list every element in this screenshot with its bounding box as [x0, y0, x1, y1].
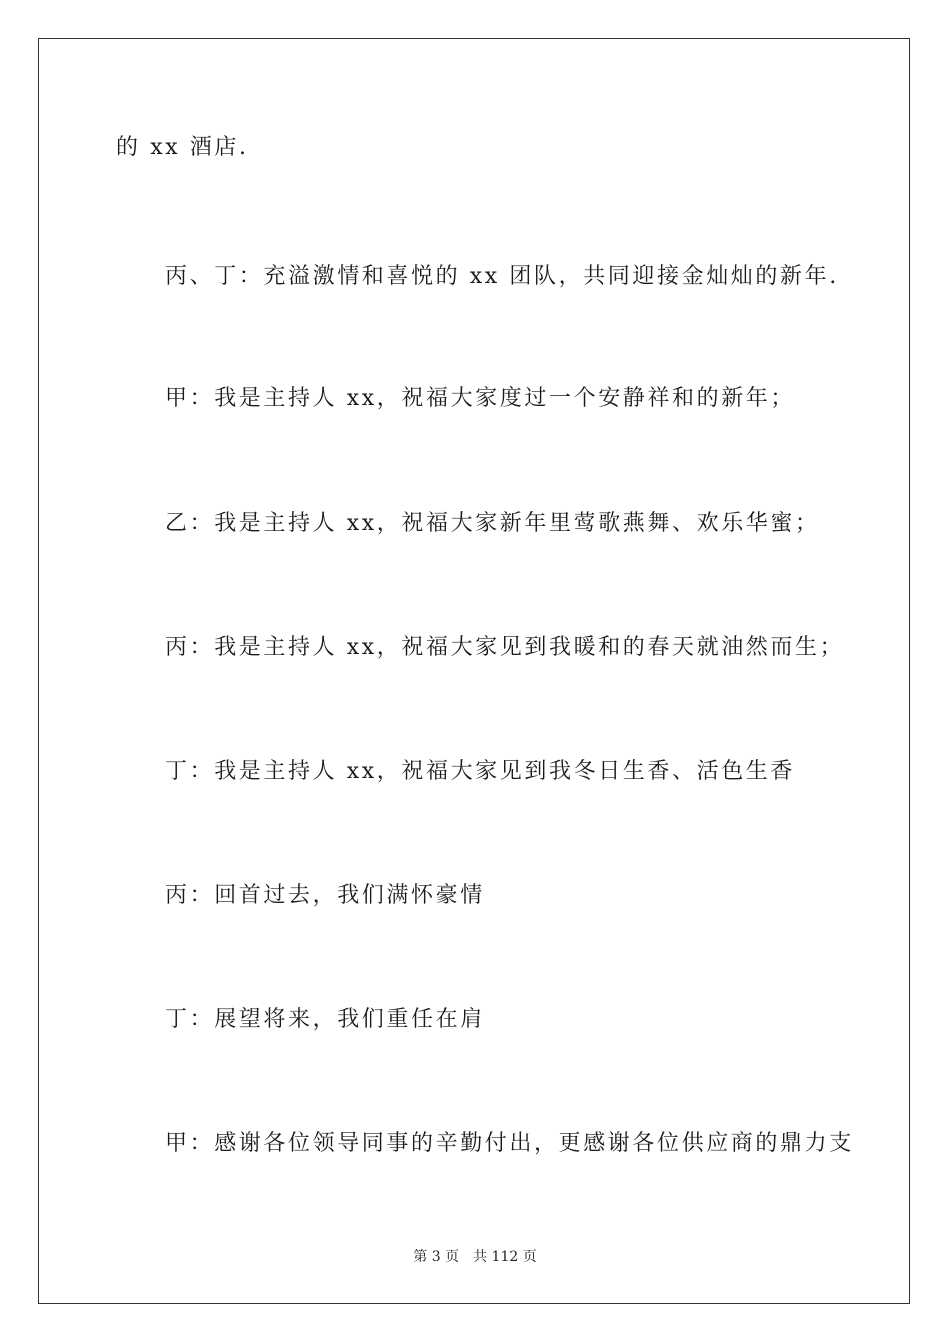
text-line: 的 xx 酒店. [116, 135, 249, 160]
page-border [38, 38, 910, 1304]
text-line: 甲：感谢各位领导同事的辛勤付出，更感谢各位供应商的鼎力支 [165, 1131, 854, 1156]
text-line: 丙、丁：充溢激情和喜悦的 xx 团队，共同迎接金灿灿的新年. [165, 264, 839, 289]
text-line: 丙：回首过去，我们满怀豪情 [165, 883, 485, 908]
text-line: 乙：我是主持人 xx，祝福大家新年里莺歌燕舞、欢乐华蜜； [165, 511, 820, 536]
text-line: 甲：我是主持人 xx，祝福大家度过一个安静祥和的新年； [165, 386, 796, 411]
page-footer: 第 3 页 共 112 页 [413, 1249, 537, 1265]
text-line: 丙：我是主持人 xx，祝福大家见到我暖和的春天就油然而生； [165, 635, 845, 660]
text-line: 丁：展望将来，我们重任在肩 [165, 1007, 485, 1032]
text-line: 丁：我是主持人 xx，祝福大家见到我冬日生香、活色生香 [165, 759, 796, 784]
